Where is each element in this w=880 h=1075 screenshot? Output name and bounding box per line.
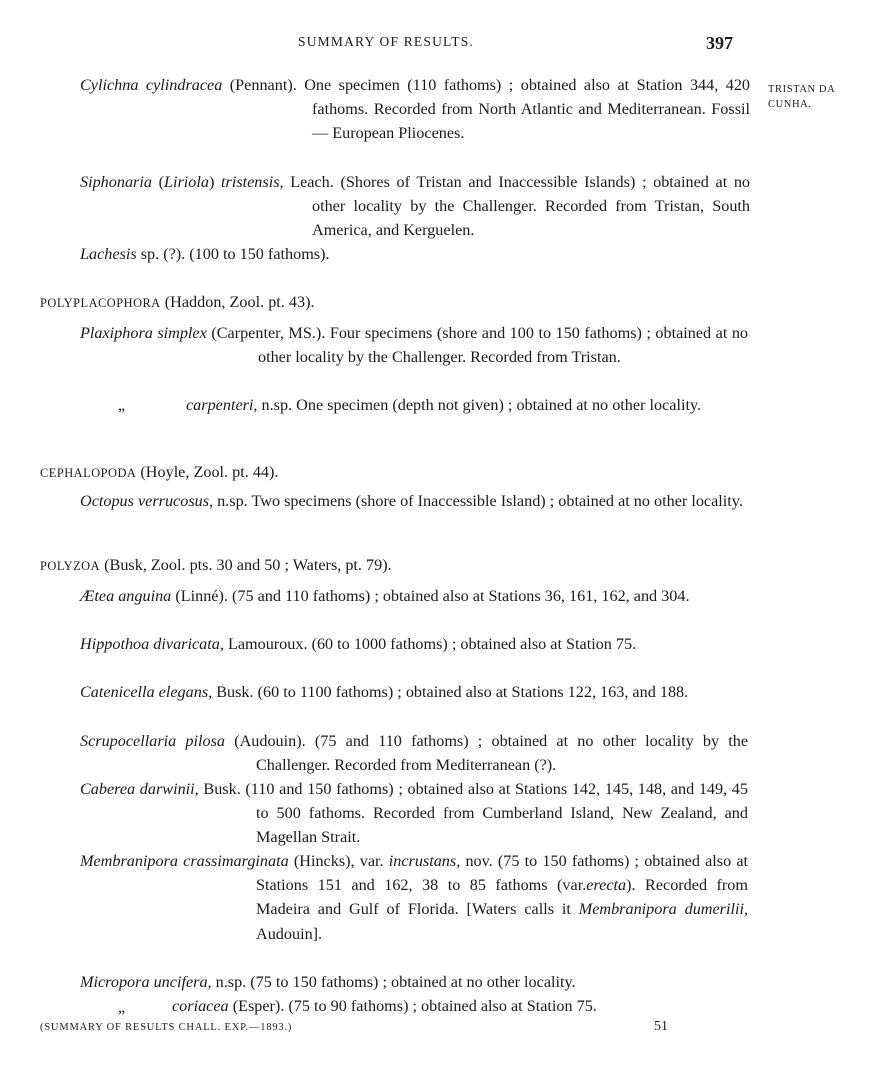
- species-name: coriacea: [172, 997, 229, 1015]
- entry-text: (Shores of Tristan and Inaccessible Islands) ; obtained at no other locality by the Challenger. Recorded from Tristan, South America, and Kerguelen.: [312, 173, 751, 240]
- ditto-mark: „: [118, 397, 126, 414]
- entry-plaxiphora-carpenteri: [186, 393, 748, 417]
- entry-text: Four specimens (shore and 100 to 150 fathoms) ; obtained at no other locality by the Challenger. Recorded from Tristan.: [258, 324, 749, 367]
- section-heading-polyzoa: [40, 553, 710, 578]
- entry-plaxiphora-simplex: [80, 321, 748, 369]
- synonym-name: Membranipora dumerilii,: [578, 900, 748, 919]
- authority: Busk.: [203, 780, 241, 798]
- entry-text: (110 and 150 fathoms) ; obtained also at Stations 142, 145, 148, and 149, 45 to 500 fathoms. Recorded from Cumberland Island, New Zealand, and Magellan Strait.: [245, 780, 748, 847]
- species-epithet: tristensis,: [221, 173, 284, 191]
- entry-text: (60 to 1000 fathoms) ; obtained also at Station 75.: [311, 635, 637, 653]
- species-name: Plaxiphora simplex: [80, 324, 207, 342]
- section-reference: (Hoyle, Zool. pt. 44).: [140, 463, 279, 481]
- species-name: Micropora uncifera,: [80, 973, 212, 991]
- entry-membranipora: [80, 849, 748, 946]
- species-name: Caberea darwinii,: [80, 780, 199, 798]
- species-name: Octopus verrucosus,: [80, 492, 214, 510]
- entry-text: (75 and 110 fathoms) ; obtained also at Stations 36, 161, 162, and 304.: [231, 587, 690, 605]
- entry-octopus: [80, 489, 748, 513]
- entry-text: (75 to 90 fathoms) ; obtained also at Station 75.: [288, 997, 597, 1015]
- section-heading-cephalopoda: [40, 460, 710, 485]
- species-name: Catenicella elegans,: [80, 683, 213, 701]
- entry-siphonaria: Siphonaria (Liriola) tristensis, Leach. (Shores of Tristan and Inaccessible Islands) ; obtained at no other locality by the Challenger. Recorded from Tristan, South America, and Kerguelen.: [80, 173, 751, 240]
- margin-note-line-1: TRISTAN DA: [768, 84, 836, 95]
- authority: (Carpenter, MS.).: [211, 324, 326, 342]
- entry-text: Two specimens (shore of Inaccessible Island) ; obtained at no other locality.: [251, 492, 743, 510]
- variety-name-erecta: erecta: [586, 876, 627, 895]
- ditto-mark: „: [118, 999, 126, 1016]
- authority: Busk.: [216, 683, 254, 701]
- authority: (Linné).: [175, 587, 228, 605]
- authority: (Pennant).: [229, 76, 297, 94]
- genus-name: Siphonaria: [80, 173, 152, 191]
- species-name: Lachesis: [80, 245, 137, 263]
- authority: (Esper).: [232, 997, 285, 1015]
- authority: n.sp.: [261, 396, 293, 414]
- section-reference: (Busk, Zool. pts. 30 and 50 ; Waters, pt. 79).: [104, 556, 392, 574]
- variety-name: incrustans,: [388, 852, 461, 870]
- entry-scrupocellaria: [80, 729, 748, 777]
- section-title: POLYZOA: [40, 559, 101, 573]
- entry-caberea: [80, 777, 748, 850]
- species-name: carpenteri,: [186, 396, 258, 414]
- species-name: Hippothoa divaricata,: [80, 635, 224, 653]
- entry-lachesis: [80, 242, 750, 266]
- signature-number: 51: [654, 1019, 668, 1034]
- entry-hippothoa: [80, 632, 748, 656]
- entry-micropora-uncifera: [80, 970, 748, 994]
- entry-text: sp. (?). (100 to 150 fathoms).: [140, 245, 330, 263]
- entry-text: nov. (75 to 150 fathoms) ; obtained also at Stations 151 and 162, 38 to 85 fathoms (var.: [256, 852, 749, 895]
- entry-text: (75 and 110 fathoms) ; obtained at no other locality by the Challenger. Recorded from Mediterranean (?).: [256, 732, 749, 775]
- entry-text: One specimen (depth not given) ; obtained at no other locality.: [296, 396, 702, 414]
- section-heading-polyplacophora: [40, 290, 710, 315]
- entry-text: (75 to 150 fathoms) ; obtained at no other locality.: [250, 973, 576, 991]
- entry-catenicella: [80, 680, 748, 704]
- authority: Leach.: [290, 173, 334, 191]
- species-name: Ætea anguina: [80, 587, 172, 605]
- margin-note: [768, 82, 835, 112]
- page-number: 397: [706, 33, 733, 53]
- entry-text: One specimen (110 fathoms) ; obtained also at Station 344, 420 fathoms. Recorded from North Atlantic and Mediterranean. Fossil — European Pliocenes.: [304, 76, 751, 143]
- species-name: Cylichna cylindracea: [80, 76, 223, 94]
- section-title: CEPHALOPODA: [40, 466, 137, 480]
- species-name: Membranipora crassimarginata: [80, 852, 289, 870]
- subgenus-name: Liriola: [164, 173, 209, 191]
- footer-signature: (SUMMARY OF RESULTS CHALL. EXP.—1893.): [40, 1022, 293, 1033]
- authority: (Audouin).: [234, 732, 306, 750]
- authority: n.sp.: [217, 492, 248, 510]
- authority: Lamouroux.: [227, 635, 308, 653]
- section-title: POLYPLACOPHORA: [40, 296, 161, 310]
- entry-micropora-coriacea: [172, 994, 752, 1018]
- entry-text: (60 to 1100 fathoms) ; obtained also at Stations 122, 163, and 188.: [257, 683, 689, 701]
- authority: n.sp.: [215, 973, 247, 991]
- species-name: Scrupocellaria pilosa: [80, 732, 225, 750]
- section-reference: (Haddon, Zool. pt. 43).: [164, 293, 315, 311]
- running-header: SUMMARY OF RESULTS.: [298, 34, 474, 49]
- authority: (Hincks), var.: [293, 852, 384, 870]
- entry-aetea: [80, 584, 748, 608]
- entry-text: Audouin].: [256, 924, 323, 943]
- margin-note-line-2: CUNHA.: [768, 99, 812, 110]
- entry-cylichna: [80, 73, 750, 146]
- entry-text: ). Recorded from Madeira and Gulf of Florida. [Waters calls it: [256, 876, 748, 919]
